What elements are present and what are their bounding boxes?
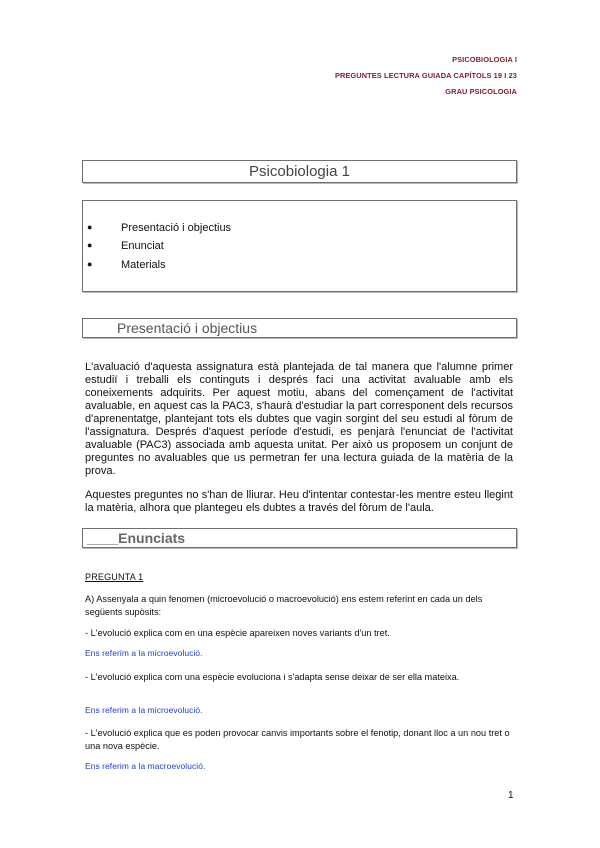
question-case: - L'evolució explica com una espècie evoluciona i s'adapta sense deixar de ser ella mateixa. [85,672,460,682]
question-title: PREGUNTA 1 [85,572,144,582]
toc-item-label: Enunciat [121,240,164,252]
section-heading-label: Presentació i objectius [117,320,258,336]
question-intro: A) Assenyala a quin fenomen (microevolució o macroevolució) ens estem referint en cada un dels següents supòsits: [85,594,483,617]
page-number: 1 [508,790,514,801]
header-subject: PREGUNTES LECTURA GUIADA CAPÍTOLS 19 I 23 [334,71,517,80]
bullet-icon: ● [87,240,93,250]
intro-paragraph: L'avaluació d'aquesta assignatura està plantejada de tal manera que l'alumne primer estudiï i treballi els continguts i després faci una activitat avaluable amb els coneixements adquirits. Per aquest motiu, abans del començament de l'activitat avaluable, en aquest cas la PAC3, s'haurà d'estudiar la part corresponent dels recursos d'aprenentatge, plantejant tots els dubtes que vagin sorgint del seu estudi al fòrum de l'assignatura. Després d'aquest període d'estudi, es penjarà l'enunciat de l'activitat avaluable (PAC3) associada amb aquesta unitat. Per això us proposem un conjunt de preguntes no avaluables que us permetran fer una lectura guiada de la matèria de la prova. [85,361,513,477]
answer-text: Ens referim a la microevolució. [85,705,203,715]
document-header [335,52,517,100]
section-heading-label: ____Enunciats [87,530,186,546]
question-case: - L'evolució explica que es poden provocar canvis importants sobre el fenotip, donant lloc a un nou tret o una nova espècie. [85,728,510,751]
section-heading-presentacio [82,318,517,338]
table-of-contents [82,200,517,292]
section-heading-enunciats [82,528,517,548]
bullet-icon: ● [87,222,93,232]
toc-item-label: Presentació i objectius [121,222,232,234]
answer-text: Ens referim a la microevolució. [85,648,203,658]
question-case: - L'evolució explica com en una espècie apareixen noves variants d'un tret. [85,628,390,638]
header-degree: GRAU PSICOLOGIA [445,87,517,96]
instructions-paragraph: Aquestes preguntes no s'han de lliurar. Heu d'intentar contestar-les mentre esteu llegint la matèria, alhora que plantegeu els dubtes a través del fòrum de l'aula. [85,489,513,514]
header-course: PSICOBIOLOGIA I [452,55,517,64]
toc-item-label: Materials [121,259,166,271]
answer-text: Ens referim a la macroevolució. [85,761,206,771]
page-title: Psicobiologia 1 [82,160,517,183]
bullet-icon: ● [87,259,93,269]
